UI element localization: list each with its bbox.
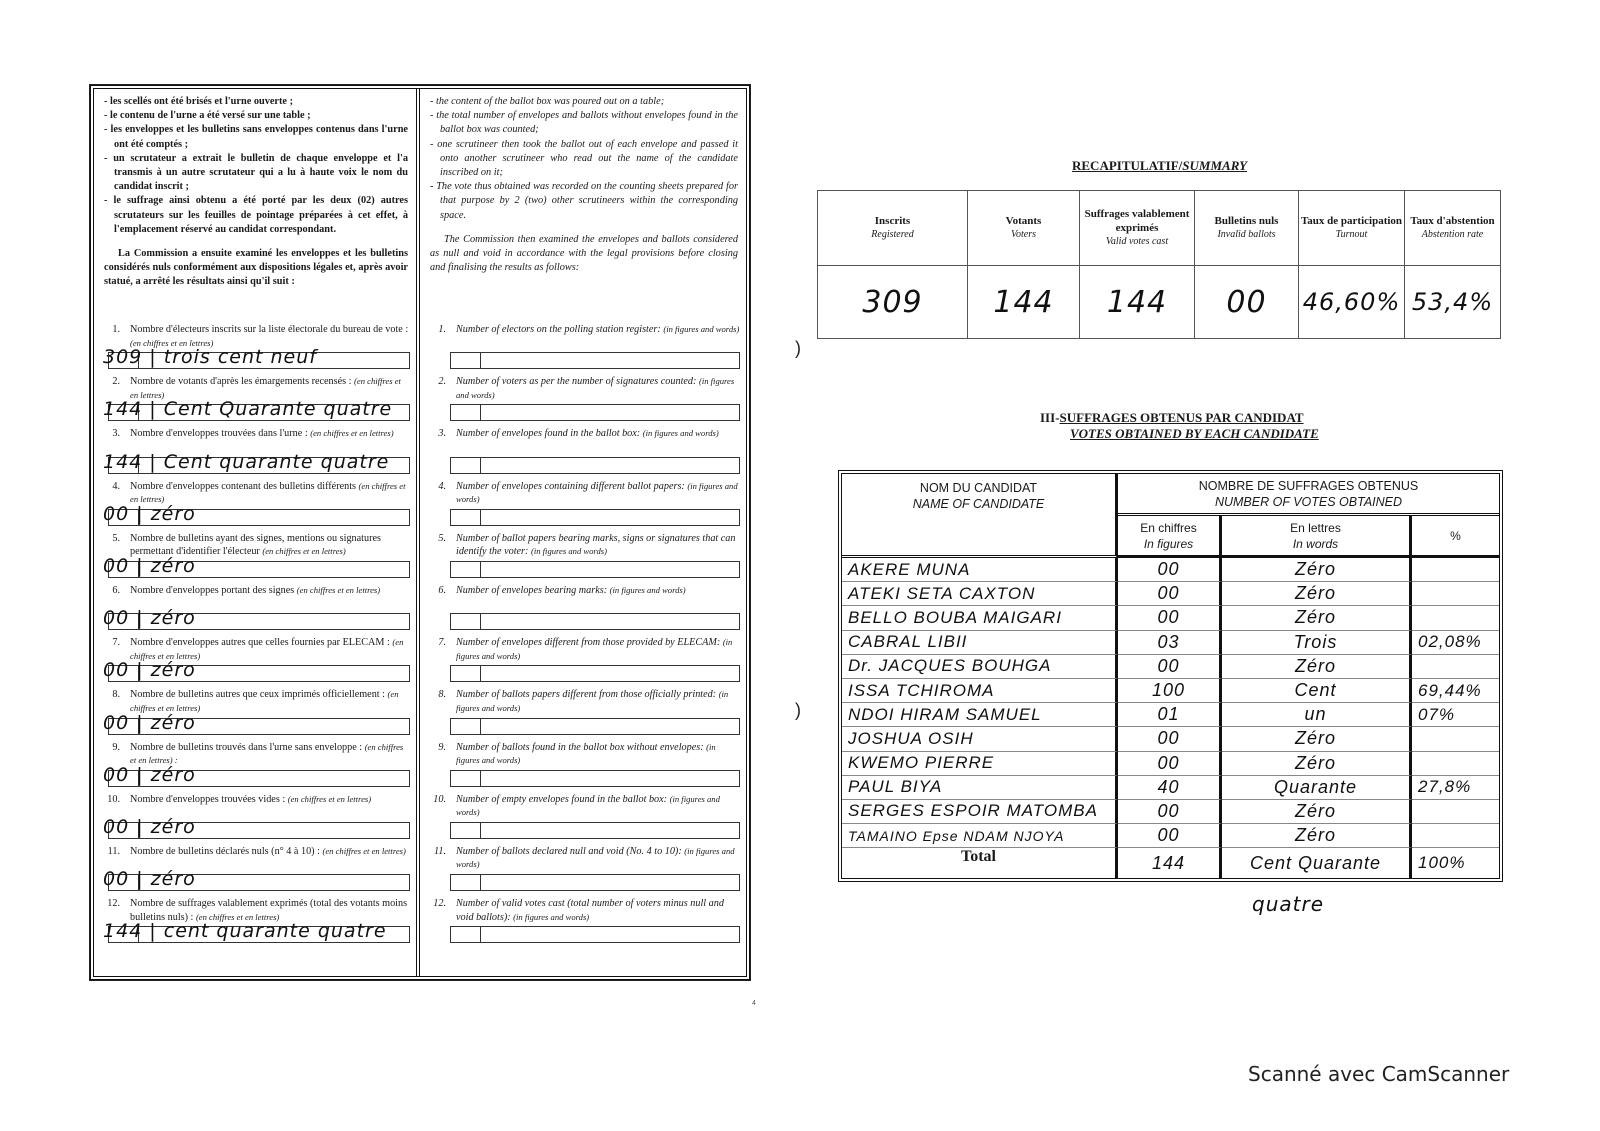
table-row [842,606,1499,630]
item-question: Nombre d'enveloppes autres que celles fournies par ELECAM : [130,637,390,649]
table-row [842,558,1499,582]
votes-words: Trois [1222,631,1412,655]
item-hint: (in figures and words) [609,584,686,595]
votes-percent [1412,752,1499,776]
item-question: Nombre de bulletins déclarés nuls (n° 4 à 10) : [130,845,320,857]
item-number: 9. [112,741,120,753]
answer-field[interactable] [450,457,740,474]
item-question: Number of envelopes containing different ballot papers: [456,480,685,492]
handwritten-answer: 00 | zéro [103,868,196,891]
header-en: Turnout [1335,229,1368,240]
candidate-name: ATEKI SETA CAXTON [842,582,1118,606]
votes-percent: 27,8% [1412,776,1499,800]
fr-item-6 [102,584,410,636]
table-row [842,727,1499,751]
header-fr: Suffrages valablement exprimés [1084,208,1190,234]
votes-figures: 00 [1118,727,1222,751]
item-hint: (in figures and words) [513,911,590,922]
votes-figures: 00 [1118,606,1222,630]
item-hint: (in figures and words) [456,741,716,765]
item-question: Nombre de bulletins trouvés dans l'urne sans enveloppe : [130,741,363,753]
item-hint: (in figures and words) [663,324,740,334]
item-number: 8. [112,689,120,701]
item-number: 4. [112,480,120,492]
en-item-9 [428,741,740,793]
table-row [842,752,1499,776]
margin-mark: ) [795,700,801,720]
summary-values-row [818,266,1501,339]
fr-item-1 [102,323,410,375]
handwritten-answer: 00 | zéro [103,659,196,682]
answer-field[interactable] [450,509,740,526]
summary-title-en: SUMMARY [1182,158,1248,173]
table-row [842,776,1499,800]
header-invalid-ballots [1195,191,1299,266]
answer-field[interactable] [103,450,410,474]
item-number: 5. [112,532,120,544]
en-item-1 [428,323,740,375]
handwritten-answer: 309 | trois cent neuf [103,346,317,369]
item-number: 2. [112,376,120,388]
item-hint: (in figures and words) [456,637,733,661]
item-question: Nombre d'électeurs inscrits sur la liste électorale du bureau de vote : [130,324,409,335]
item-number: 10. [433,793,446,805]
header-en: Abstention rate [1421,229,1484,240]
item-hint: (in figures and words) [456,845,735,870]
fr-item-4 [102,480,410,532]
votes-percent: 69,44% [1412,679,1499,703]
handwritten-answer: 00 | zéro [103,607,196,630]
item-number: 12. [107,898,120,910]
votes-figures: 40 [1118,776,1222,800]
page-number: 4 [752,1000,756,1007]
item-hint: (in figures and words) [642,428,719,439]
camscanner-watermark: Scanné avec CamScanner [1248,1062,1510,1086]
fr-item-8 [102,688,410,740]
votes-figures: 00 [1118,800,1222,824]
header-en: Valid votes cast [1105,236,1169,247]
votes-figures: 00 [1118,824,1222,848]
item-question: Nombre de bulletins ayant des signes, mentions ou signatures permettant d'identifier l'électeur [130,532,381,558]
handwritten-answer: 144 | Cent Quarante quatre [103,398,393,421]
header-fr: Bulletins nuls [1214,215,1279,227]
votes-words: Zéro [1222,727,1412,751]
section-title-en: VOTES OBTAINED BY EACH CANDIDATE [1070,426,1319,441]
item-number: 3. [438,428,446,440]
header-in-figures [1118,516,1222,558]
en-bullet: - one scrutineer then took the ballot out of each envelope and passed it onto another scrutineer who read out the name of the candidate inscribed on it; [430,138,738,179]
header-votes-obtained [1118,474,1499,516]
fr-intro-paragraph: La Commission a ensuite examiné les enveloppes et les bulletins considérés nuls conformément aux dispositions légales et, après avoir statué, a arrêté les résultats ainsi qu'il suit : [104,248,408,288]
item-hint: (in figures and words) [456,689,729,713]
item-question: Nombre de bulletins autres que ceux imprimés officiellement : [130,689,385,701]
item-question: Nombre de suffrages valablement exprimés (total des votants moins bulletins nuls) : [130,898,408,923]
votes-words: Zéro [1222,606,1412,630]
fr-items [102,323,410,949]
header-registered [818,191,968,266]
item-number: 9. [438,741,446,753]
candidate-name: KWEMO PIERRE [842,752,1118,776]
en-item-6 [428,584,740,636]
answer-field[interactable] [450,822,740,839]
summary-table [817,190,1501,339]
answer-field[interactable] [103,815,410,839]
item-question: Nombre d'enveloppes trouvées dans l'urne : [130,428,308,440]
fr-item-10 [102,793,410,845]
item-number: 7. [112,637,120,649]
item-number: 11. [434,845,446,857]
candidate-name: CABRAL LIBII [842,631,1118,655]
handwritten-answer: 00 | zéro [103,815,196,838]
votes-percent [1412,558,1499,582]
item-question: Nombre d'enveloppes portant des signes [130,584,295,596]
item-question: Number of envelopes different from those provided by ELECAM: [456,637,721,649]
answer-field[interactable] [450,926,740,943]
value-invalid-ballots: 00 [1195,266,1299,339]
fr-item-2 [102,375,410,427]
header-en: Registered [871,229,914,240]
votes-words: Zéro [1222,824,1412,848]
item-number: 11. [107,845,120,857]
item-number: 1. [438,324,446,335]
item-question: Number of envelopes bearing marks: [456,584,608,596]
header-valid-votes [1080,191,1195,266]
en-bullet: - the content of the ballot box was poured out on a table; [430,96,665,107]
header-abstention [1405,191,1501,266]
fr-bullet: - les enveloppes et les bulletins sans enveloppes contenus dans l'urne ont été comptés ; [104,124,408,150]
header-fr: Taux d'abstention [1410,215,1495,227]
margin-mark: ) [795,338,801,358]
candidate-name: BELLO BOUBA MAIGARI [842,606,1118,630]
item-hint: (in figures and words) [456,376,735,400]
answer-field[interactable] [103,920,410,943]
table-row [842,655,1499,679]
item-question: Nombre de votants d'après les émargements recensés : [130,376,352,388]
fr-item-3 [102,427,410,479]
item-question: Number of electors on the polling station register: [456,324,661,335]
fr-bullet: - le contenu de l'urne a été versé sur une table ; [104,110,311,122]
item-number: 4. [438,480,446,492]
value-turnout: 46,60% [1299,266,1405,339]
fr-item-11 [102,845,410,897]
answer-field[interactable] [103,763,410,787]
answer-field[interactable] [450,404,740,421]
votes-figures: 03 [1118,631,1222,655]
french-column [94,89,420,976]
total-words-continued: quatre [1252,892,1324,916]
en-item-12 [428,897,740,949]
votes-words: Zéro [1222,752,1412,776]
handwritten-answer: 00 | zéro [103,502,196,525]
en-item-7 [428,636,740,688]
en-item-10 [428,793,740,845]
en-item-8 [428,688,740,740]
candidate-name: AKERE MUNA [842,558,1118,582]
votes-section-title [1040,410,1319,442]
item-question: Nombre d'enveloppes contenant des bulletins différents [130,480,356,492]
summary-title-fr: RECAPITULATIF/ [1072,158,1183,173]
item-hint: (en chiffres et en lettres) [130,637,404,661]
header-fr: NOM DU CANDIDAT [919,481,1038,495]
total-figures: 144 [1118,848,1222,878]
votes-percent [1412,655,1499,679]
header-voters [968,191,1080,266]
candidate-name: SERGES ESPOIR MATOMBA [842,800,1118,824]
header-turnout [1299,191,1405,266]
candidate-name: JOSHUA OSIH [842,727,1118,751]
header-fr: En lettres [1290,520,1341,535]
table-row [842,824,1499,848]
answer-field[interactable] [103,607,410,630]
votes-figures: 100 [1118,679,1222,703]
item-question: Number of ballot papers bearing marks, signs or signatures that can identify the voter: [456,532,736,558]
votes-percent: 02,08% [1412,631,1499,655]
value-valid-votes: 144 [1080,266,1195,339]
en-items [428,323,740,949]
total-percent: 100% [1418,853,1466,873]
votes-words: Zéro [1222,558,1412,582]
fr-bullet: - le suffrage ainsi obtenu a été porté par les deux (02) autres scrutateurs sur les feuilles de pointage préparées à cet effet, à l'emplacement réservé au candidat correspondant. [104,195,408,235]
item-number: 2. [438,376,446,388]
item-number: 6. [438,584,446,596]
votes-figures: 00 [1118,752,1222,776]
votes-figures: 00 [1118,558,1222,582]
item-number: 12. [433,898,446,910]
item-hint: (in figures and words) [456,793,720,818]
fr-item-12 [102,897,410,949]
item-number: 5. [438,532,446,544]
handwritten-answer: 144 | cent quarante quatre [103,920,387,943]
votes-percent [1412,800,1499,824]
candidate-votes-table [838,470,1503,882]
votes-figures: 00 [1118,582,1222,606]
value-registered: 309 [818,266,968,339]
item-question: Number of valid votes cast (total number of voters minus null and void ballots): [456,898,724,923]
answer-field[interactable] [103,398,410,421]
answer-field[interactable] [450,613,740,630]
item-number: 7. [438,637,446,649]
header-en: Voters [1011,229,1036,240]
header-percent: % [1412,516,1499,558]
item-question: Number of ballots declared null and void (No. 4 to 10): [456,845,682,857]
item-question: Number of empty envelopes found in the ballot box: [456,793,668,805]
item-hint: (en chiffres et en lettres) [262,546,346,557]
item-question: Nombre d'enveloppes trouvées vides : [130,793,286,805]
votes-words: Cent [1222,679,1412,703]
header-fr: Taux de participation [1300,215,1403,227]
votes-words: un [1222,703,1412,727]
answer-field[interactable] [103,659,410,682]
fr-item-5 [102,532,410,584]
item-question: Number of ballots found in the ballot box without envelopes: [456,741,704,753]
votes-words: Zéro [1222,800,1412,824]
en-intro-paragraph: The Commission then examined the envelopes and ballots considered as null and void in accordance with the legal provisions before closing and finalising the results as follows: [430,233,738,274]
item-number: 8. [438,689,446,701]
total-label: Total [842,848,1118,878]
candidate-name: PAUL BIYA [842,776,1118,800]
table-row [842,679,1499,703]
item-hint: (en chiffres et en lettres) [130,689,399,713]
en-item-3 [428,427,740,479]
handwritten-answer: 00 | zéro [103,554,196,577]
answer-field[interactable] [450,770,740,787]
item-hint: (en chiffres et en lettres) [130,337,214,348]
total-words: Cent Quarante [1222,848,1412,878]
section-number: III- [1040,410,1060,425]
fr-bullet: - les scellés ont été brisés et l'urne ouverte ; [104,96,294,107]
fr-item-7 [102,636,410,688]
en-item-5 [428,532,740,584]
candidate-name: ISSA TCHIROMA [842,679,1118,703]
header-fr: NOMBRE DE SUFFRAGES OBTENUS [1198,478,1419,493]
item-question: Number of ballots papers different from those officially printed: [456,689,717,701]
en-item-2 [428,375,740,427]
answer-field[interactable] [103,868,410,891]
handwritten-answer: 144 | Cent quarante quatre [103,450,390,473]
item-hint: (en chiffres et en lettres) [287,793,372,804]
votes-percent [1412,727,1499,751]
header-en: In words [1292,536,1339,551]
en-bullet: - The vote thus obtained was recorded on the counting sheets prepared for that purpose by 2 (two) other scrutineers within the corresponding space. [430,181,738,221]
votes-words: Zéro [1222,655,1412,679]
item-hint: (en chiffres et en lettres) [130,376,401,400]
en-item-4 [428,480,740,532]
item-hint: (en chiffres et en lettres) [310,428,394,439]
item-hint: (en chiffres et en lettres) [296,584,381,595]
en-bullet: - the total number of envelopes and ballots without envelopes found in the ballot box was counted; [430,110,738,136]
header-fr: En chiffres [1140,520,1197,535]
english-column [420,89,746,976]
votes-percent [1412,582,1499,606]
table-row [842,703,1499,727]
table-row [842,582,1499,606]
item-question: Number of envelopes found in the ballot box: [456,428,641,440]
fr-item-9 [102,741,410,793]
summary-title [1072,158,1247,174]
votes-words: Quarante [1222,776,1412,800]
item-hint: (en chiffres et en lettres) [130,480,406,505]
section-title-fr: SUFFRAGES OBTENUS PAR CANDIDAT [1059,410,1304,425]
answer-field[interactable] [450,874,740,891]
candidate-name: NDOI HIRAM SAMUEL [842,703,1118,727]
table-row [842,631,1499,655]
votes-figures: 00 [1118,655,1222,679]
votes-words: Zéro [1222,582,1412,606]
item-number: 1. [112,324,120,335]
total-row [842,848,1499,878]
votes-percent [1412,606,1499,630]
votes-figures: 01 [1118,703,1222,727]
header-candidate-name [842,474,1118,558]
en-procedure-list [430,95,738,223]
votes-percent [1412,824,1499,848]
header-en: NUMBER OF VOTES OBTAINED [1214,494,1403,509]
value-voters: 144 [968,266,1080,339]
candidate-name: Dr. JACQUES BOUHGA [842,655,1118,679]
answer-field[interactable] [450,561,740,578]
item-number: 10. [107,793,120,805]
value-abstention: 53,4% [1405,266,1501,339]
header-fr: Votants [1005,215,1042,227]
item-number: 3. [112,428,120,440]
en-item-11 [428,845,740,897]
fr-procedure-list [104,95,408,237]
table-row [842,800,1499,824]
item-question: Number of voters as per the number of signatures counted: [456,376,697,388]
item-hint: (in figures and words) [456,480,738,505]
item-hint: (en chiffres et en lettres) : [130,741,404,765]
answer-field[interactable] [103,711,410,735]
answer-field[interactable] [103,502,410,526]
pv-form-page [90,85,750,980]
summary-header-row [818,191,1501,266]
fr-bullet: - un scrutateur a extrait le bulletin de chaque enveloppe et l'a transmis à un autre scrutateur qui a lu à haute voix le nom du candidat inscrit ; [104,152,408,193]
item-hint: (en chiffres et en lettres) [322,845,406,856]
handwritten-answer: 00 | zéro [103,763,196,786]
header-in-words [1222,516,1412,558]
header-en: Invalid ballots [1217,229,1276,240]
item-hint: (in figures and words) [530,546,607,557]
answer-field[interactable] [103,554,410,578]
table-header-row [842,474,1499,516]
answer-field[interactable] [450,718,740,735]
answer-field[interactable] [450,665,740,682]
header-en: NAME OF CANDIDATE [912,497,1045,511]
answer-field[interactable] [450,352,740,369]
candidate-name: TAMAINO Epse NDAM NJOYA [842,824,1118,848]
item-hint: (en chiffres et en lettres) [195,911,280,922]
header-fr: Inscrits [874,215,911,227]
votes-percent: 07% [1412,703,1499,727]
item-number: 6. [112,584,120,596]
handwritten-answer: 00 | zéro [103,711,196,734]
header-en: In figures [1143,536,1194,551]
answer-field[interactable] [103,346,410,369]
